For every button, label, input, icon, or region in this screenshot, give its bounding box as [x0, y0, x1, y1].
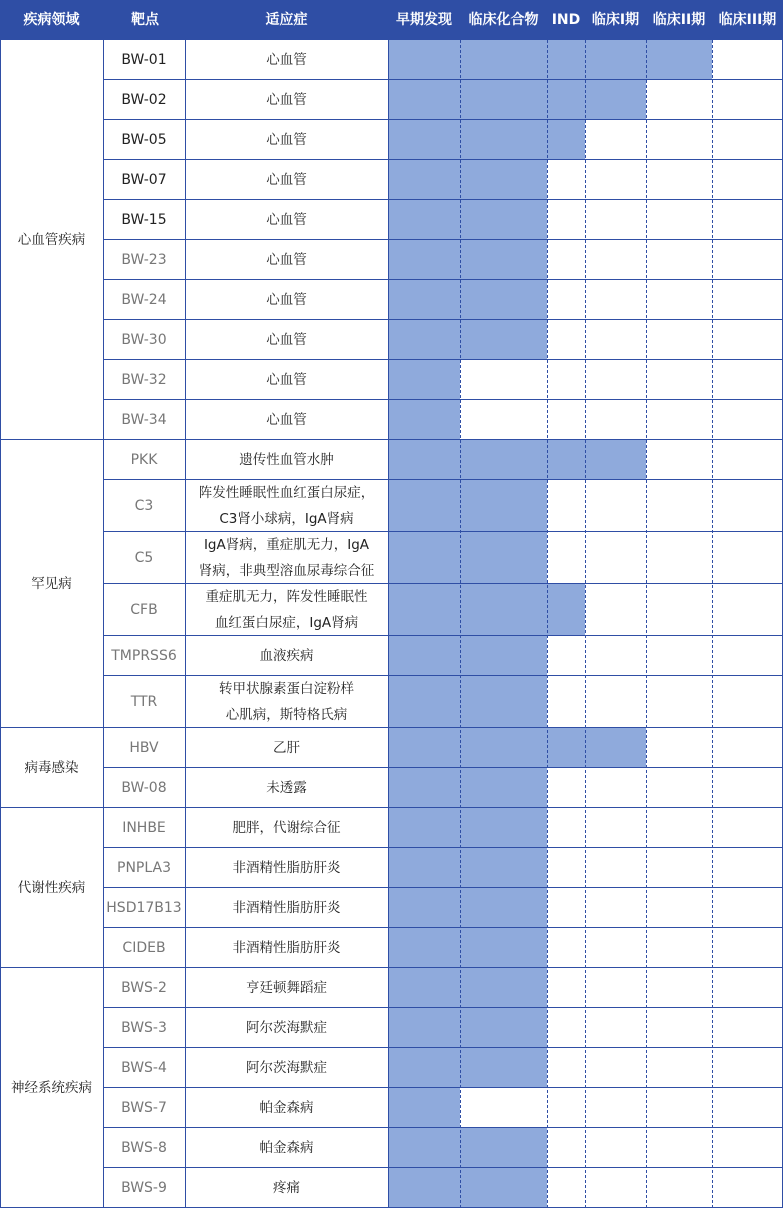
row-divider: [103, 887, 783, 888]
target-cell: BWS-7: [121, 1100, 167, 1116]
target-cell: CFB: [130, 602, 158, 618]
column-divider: [388, 40, 389, 1208]
column-divider: [0, 40, 1, 1208]
header-indication: 适应症: [265, 12, 308, 28]
progress-bar: [388, 400, 460, 440]
target-cell: BW-23: [121, 252, 167, 268]
progress-bar: [388, 928, 547, 968]
indication-cell: 转甲状腺素蛋白淀粉样 心肌病，斯特格氏病: [219, 681, 354, 723]
header-stage-discovery: 早期发现: [396, 12, 452, 28]
progress-bar: [388, 1088, 460, 1128]
indication-cell: 重症肌无力，阵发性睡眠性 血红蛋白尿症，IgA肾病: [205, 589, 368, 631]
stage-divider: [547, 40, 548, 1208]
progress-bar: [388, 584, 585, 636]
stage-divider: [712, 40, 713, 1208]
target-cell: CIDEB: [122, 940, 166, 956]
header-stage-phase3: 临床III期: [718, 12, 777, 28]
indication-cell: 非酒精性脂肪肝炎: [232, 860, 341, 876]
progress-bar: [388, 1048, 547, 1088]
progress-bar: [388, 676, 547, 728]
indication-cell: 非酒精性脂肪肝炎: [232, 900, 341, 916]
target-cell: BWS-3: [121, 1020, 167, 1036]
row-divider: [103, 199, 783, 200]
target-cell: HSD17B13: [106, 900, 182, 916]
target-cell: BW-05: [121, 132, 167, 148]
target-cell: BW-30: [121, 332, 167, 348]
indication-cell: 心血管: [266, 292, 307, 308]
target-cell: BW-02: [121, 92, 167, 108]
column-divider: [185, 40, 186, 1208]
target-cell: BWS-9: [121, 1180, 167, 1196]
progress-bar: [388, 320, 547, 360]
area-divider: [0, 1207, 783, 1208]
target-cell: BWS-2: [121, 980, 167, 996]
indication-cell: 心血管: [266, 212, 307, 228]
indication-cell: 心血管: [266, 412, 307, 428]
row-divider: [103, 927, 783, 928]
row-divider: [103, 531, 783, 532]
target-cell: BWS-8: [121, 1140, 167, 1156]
progress-bar: [388, 200, 547, 240]
target-cell: BWS-4: [121, 1060, 167, 1076]
indication-cell: 心血管: [266, 172, 307, 188]
header-stage-phase1: 临床I期: [591, 12, 640, 28]
target-cell: C5: [134, 550, 154, 566]
indication-cell: 阿尔茨海默症: [246, 1020, 327, 1036]
indication-cell: 心血管: [266, 52, 307, 68]
table-header: [0, 0, 783, 40]
indication-cell: 心血管: [266, 252, 307, 268]
area-cell: 心血管疾病: [17, 232, 86, 248]
target-cell: BW-01: [121, 52, 167, 68]
indication-cell: 阿尔茨海默症: [246, 1060, 327, 1076]
target-cell: BW-15: [121, 212, 167, 228]
target-cell: C3: [134, 498, 154, 514]
row-divider: [103, 675, 783, 676]
header-target: 靶点: [131, 12, 159, 28]
indication-cell: 遗传性血管水肿: [239, 452, 334, 468]
area-cell: 神经系统疾病: [11, 1080, 92, 1096]
stage-divider: [646, 40, 647, 1208]
row-divider: [103, 79, 783, 80]
progress-bar: [388, 360, 460, 400]
stage-divider: [585, 40, 586, 1208]
area-cell: 病毒感染: [24, 760, 79, 776]
row-divider: [103, 239, 783, 240]
target-cell: BW-34: [121, 412, 167, 428]
indication-cell: 乙肝: [273, 740, 300, 756]
row-divider: [103, 159, 783, 160]
indication-cell: 帕金森病: [259, 1140, 314, 1156]
target-cell: PNPLA3: [117, 860, 171, 876]
row-divider: [103, 319, 783, 320]
area-cell: 罕见病: [31, 576, 72, 592]
indication-cell: 心血管: [266, 332, 307, 348]
row-divider: [103, 1047, 783, 1048]
progress-bar: [388, 888, 547, 928]
progress-bar: [388, 728, 646, 768]
target-cell: TTR: [130, 694, 158, 710]
progress-bar: [388, 240, 547, 280]
row-divider: [103, 635, 783, 636]
progress-bar: [388, 80, 646, 120]
column-divider: [103, 40, 104, 1208]
row-divider: [103, 479, 783, 480]
row-divider: [103, 1127, 783, 1128]
row-divider: [103, 279, 783, 280]
indication-cell: 心血管: [266, 372, 307, 388]
indication-cell: 肥胖，代谢综合征: [232, 820, 341, 836]
indication-cell: 非酒精性脂肪肝炎: [232, 940, 341, 956]
indication-cell: 亨廷顿舞蹈症: [246, 980, 327, 996]
target-cell: BW-24: [121, 292, 167, 308]
target-cell: HBV: [129, 740, 159, 756]
target-cell: BW-08: [121, 780, 167, 796]
indication-cell: 帕金森病: [259, 1100, 314, 1116]
progress-bar: [388, 160, 547, 200]
progress-bar: [388, 636, 547, 676]
progress-bar: [388, 968, 547, 1008]
progress-bar: [388, 440, 646, 480]
target-cell: TMPRSS6: [111, 648, 177, 664]
progress-bar: [388, 1128, 547, 1168]
area-cell: 代谢性疾病: [17, 880, 86, 896]
target-cell: PKK: [130, 452, 158, 468]
header-stage-phase2: 临床II期: [652, 12, 706, 28]
row-divider: [103, 359, 783, 360]
row-divider: [103, 847, 783, 848]
row-divider: [103, 1087, 783, 1088]
progress-bar: [388, 808, 547, 848]
row-divider: [103, 1007, 783, 1008]
indication-cell: 心血管: [266, 132, 307, 148]
target-cell: BW-07: [121, 172, 167, 188]
indication-cell: 疼痛: [273, 1180, 300, 1196]
row-divider: [103, 1167, 783, 1168]
header-stage-ind: IND: [551, 12, 581, 28]
progress-bar: [388, 768, 547, 808]
progress-bar: [388, 40, 712, 80]
progress-bar: [388, 120, 585, 160]
stage-divider: [460, 40, 461, 1208]
progress-bar: [388, 280, 547, 320]
row-divider: [103, 399, 783, 400]
row-divider: [103, 119, 783, 120]
indication-cell: IgA肾病，重症肌无力，IgA 肾病，非典型溶血尿毒综合征: [198, 537, 375, 579]
progress-bar: [388, 1168, 547, 1208]
progress-bar: [388, 848, 547, 888]
indication-cell: 阵发性睡眠性血红蛋白尿症， C3肾小球病，IgA肾病: [198, 485, 375, 527]
indication-cell: 心血管: [266, 92, 307, 108]
indication-cell: 未透露: [266, 780, 307, 796]
indication-cell: 血液疾病: [259, 648, 314, 664]
progress-bar: [388, 480, 547, 532]
target-cell: BW-32: [121, 372, 167, 388]
progress-bar: [388, 532, 547, 584]
row-divider: [103, 583, 783, 584]
header-stage-compound: 临床化合物: [468, 12, 539, 28]
progress-bar: [388, 1008, 547, 1048]
row-divider: [103, 767, 783, 768]
header-area: 疾病领域: [23, 12, 80, 28]
target-cell: INHBE: [122, 820, 166, 836]
